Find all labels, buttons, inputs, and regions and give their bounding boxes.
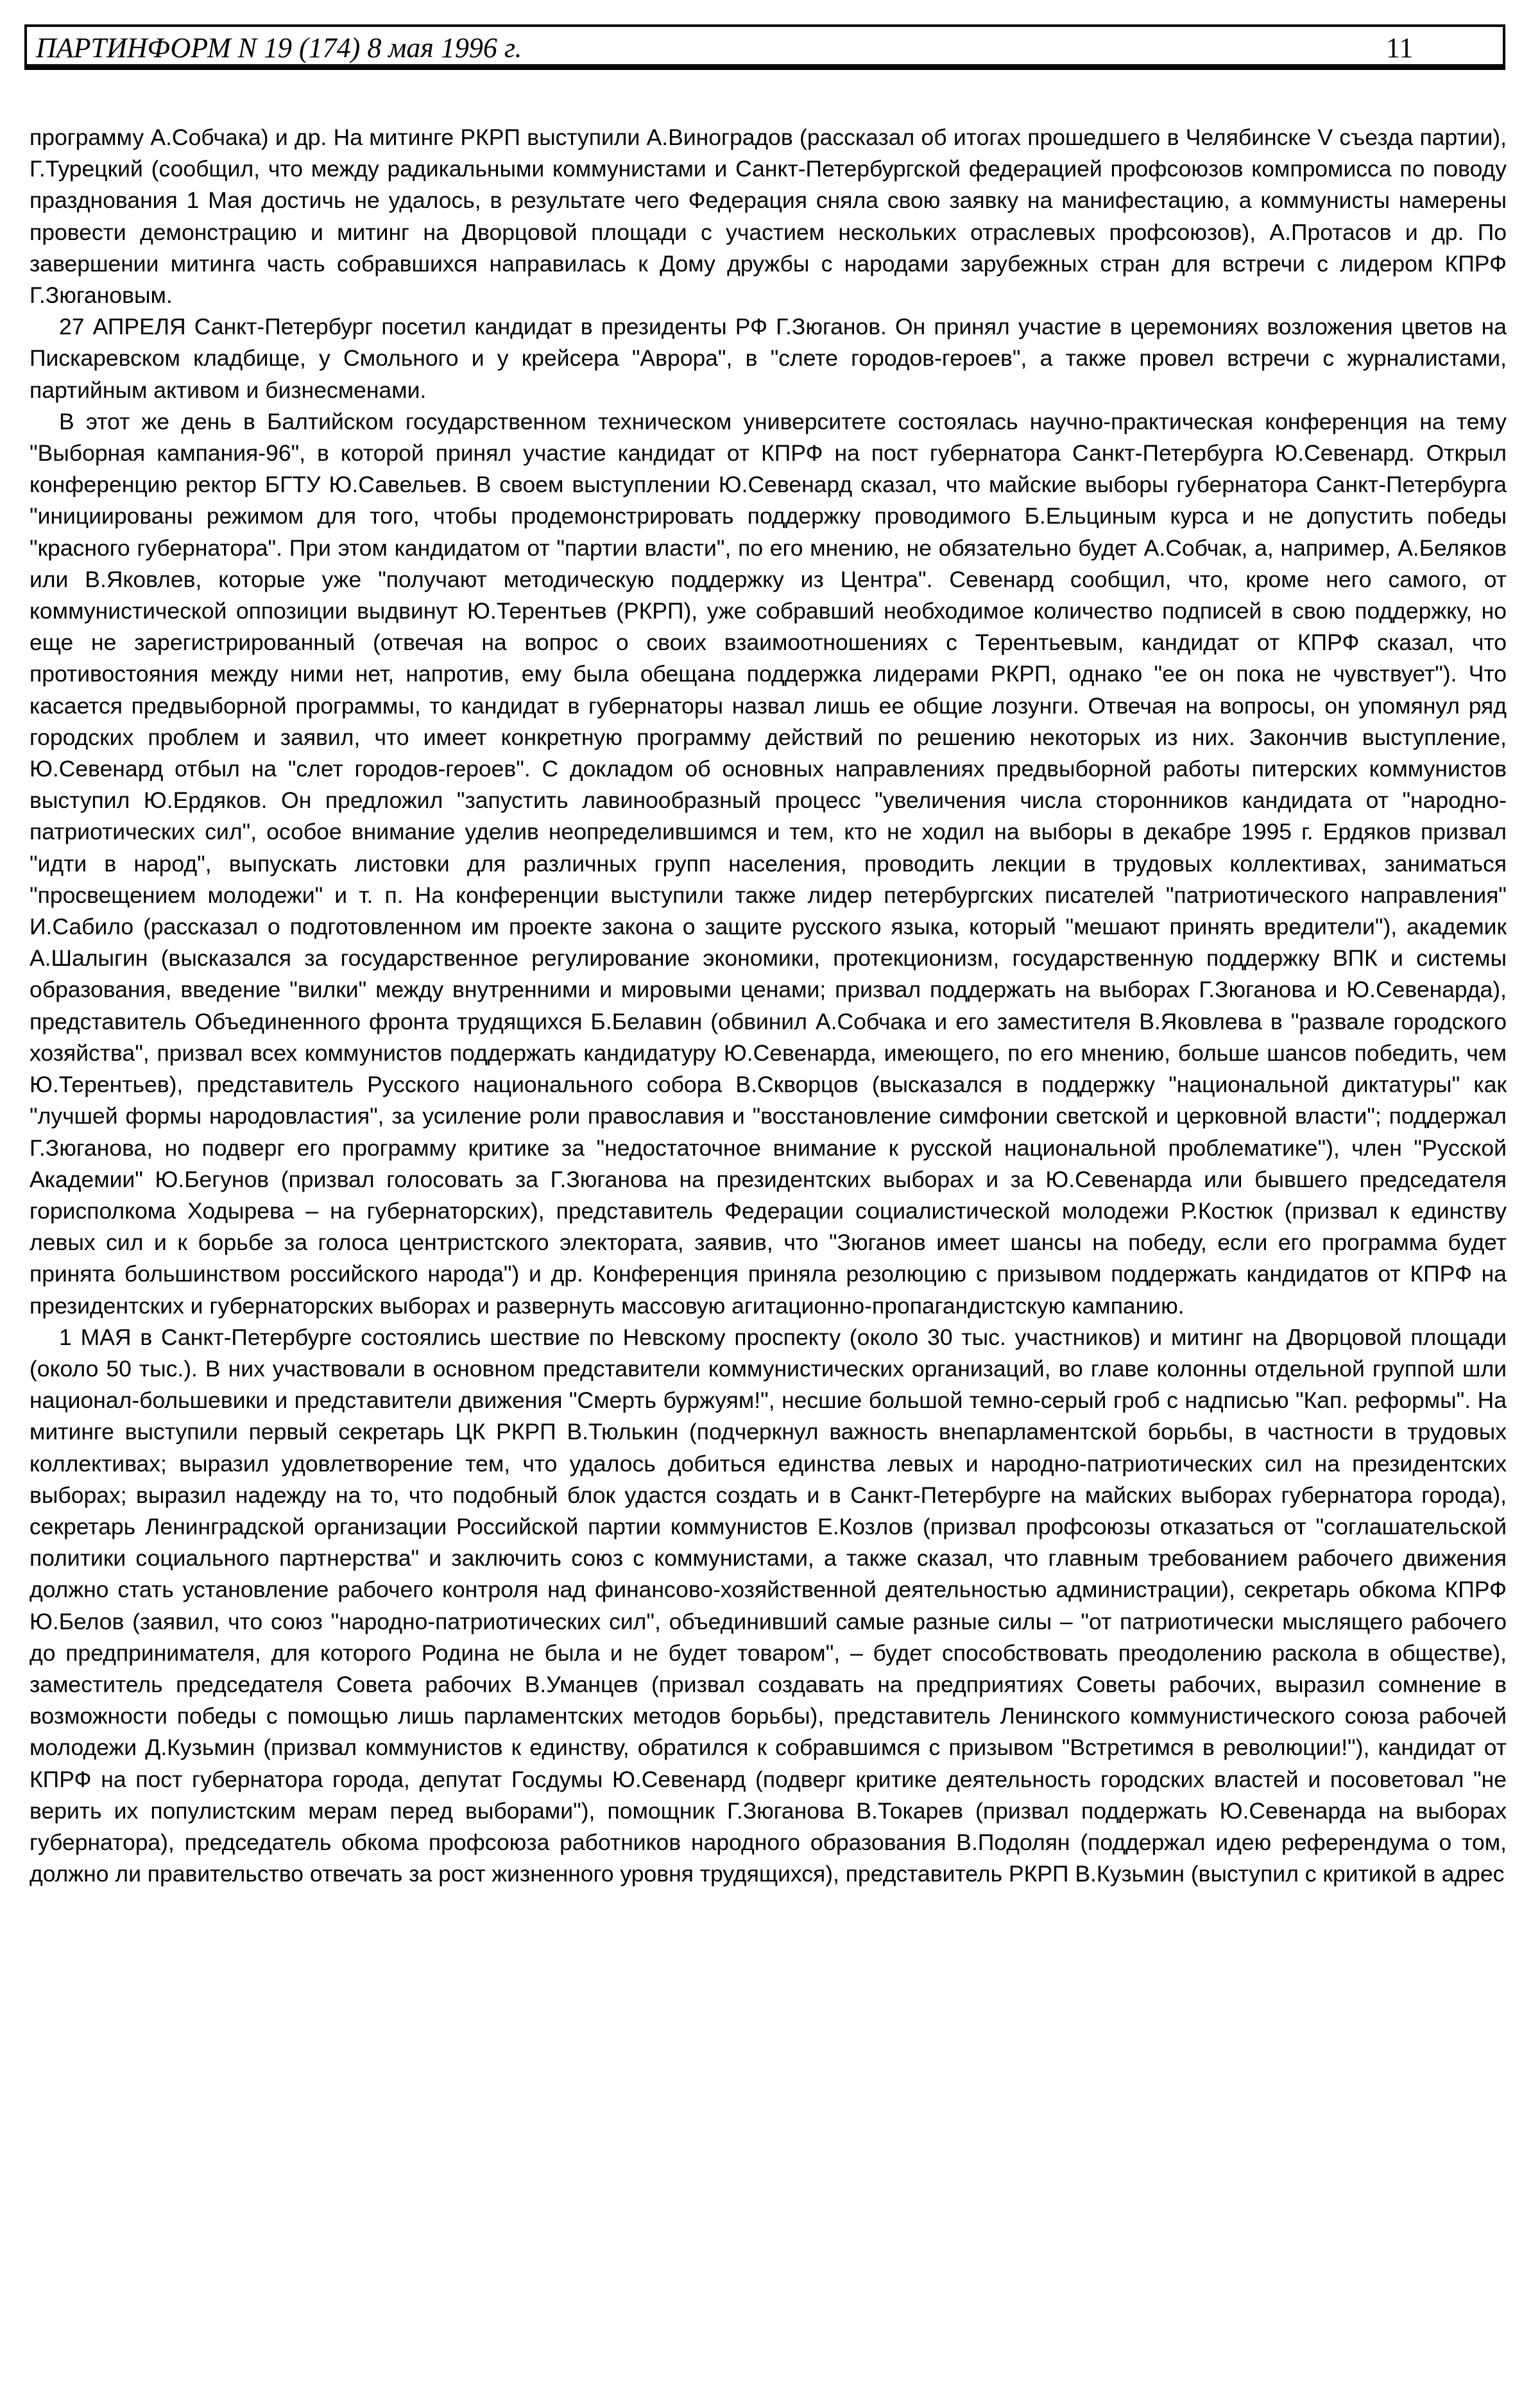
page-header <box>24 24 1505 67</box>
article-body <box>30 122 1507 1890</box>
publication-title: ПАРТИНФОРМ N 19 (174) 8 мая 1996 г. <box>36 32 522 64</box>
header-divider <box>24 67 1505 70</box>
paragraph-may-1: 1 МАЯ в Санкт-Петербурге состоялись шествие по Невскому проспекту (около 30 тыс. участников) и митинг на Дворцовой площади (около 50 тыс.). В них участвовали в основном представители коммунистических организаций, во главе колонны отдельной группой шли национал-большевики и представители движения "Смерть буржуям!", несшие большой темно-серый гроб с надписью "Кап. реформы". На митинге выступили первый секретарь ЦК РКРП В.Тюлькин (подчеркнул важность внепарламентской борьбы, в частности в трудовых коллективах; выразил удовлетворение тем, что удалось добиться единства левых и народно-патриотических сил на президентских выборах; выразил надежду на то, что подобный блок удастся создать и в Санкт-Петербурге на майских выборах губернатора города), секретарь Ленинградской организации Российской партии коммунистов Е.Козлов (призвал профсоюзы отказаться от "соглашательской политики социального партнерства" и заключить союз с коммунистами, а также сказал, что главным требованием рабочего движения должно стать установление рабочего контроля над финансово-хозяйственной деятельностью администрации), секретарь обкома КПРФ Ю.Белов (заявил, что союз "народно-патриотических сил", объединивший самые разные силы – "от патриотически мыслящего рабочего до предпринимателя, для которого Родина не была и не будет товаром", – будет способствовать преодолению раскола в обществе), заместитель председателя Совета рабочих В.Уманцев (призвал создавать на предприятиях Советы рабочих, выразил сомнение в возможности победы с помощью лишь парламентских методов борьбы), представитель Ленинского коммунистического союза рабочей молодежи Д.Кузьмин (призвал коммунистов к единству, обратился к собравшимся с призывом "Встретимся в революции!"), кандидат от КПРФ на пост губернатора города, депутат Госдумы Ю.Севенард (подверг критике деятельность городских властей и посоветовал "не верить их популистским мерам перед выборами"), помощник Г.Зюганова В.Токарев (призвал поддержать Ю.Севенарда на выборах губернатора), председатель обкома профсоюза работников народного образования В.Подолян (поддержал идею референдума о том, должно ли правительство отвечать за рост жизненного уровня трудящихся), представитель РКРП В.Кузьмин (выступил с критикой в адрес <box>30 1324 1507 1887</box>
paragraph-april-27: 27 АПРЕЛЯ Санкт-Петербург посетил кандидат в президенты РФ Г.Зюганов. Он принял участие в церемониях возложения цветов на Пискаревском кладбище, у Смольного и у крейсера "Аврора", в "слете городов-героев", а также провел встречи с журналистами, партийным активом и бизнесменами. <box>30 314 1507 403</box>
paragraph-continuation: программу А.Собчака) и др. На митинге РКРП выступили А.Виноградов (рассказал об итогах прошедшего в Челябинске V съезда партии), Г.Турецкий (сообщил, что между радикальными коммунистами и Санкт-Петербургской федерацией профсоюзов компромисса по поводу празднования 1 Мая достичь не удалось, в результате чего Федерация сняла свою заявку на манифестацию, а коммунисты намерены провести демонстрацию и митинг на Дворцовой площади с участием нескольких отраслевых профсоюзов), А.Протасов и др. По завершении митинга часть собравшихся направилась к Дому дружбы с народами зарубежных стран для встречи с лидером КПРФ Г.Зюгановым. <box>30 124 1507 309</box>
page-number: 11 <box>1386 32 1414 64</box>
paragraph-conference: В этот же день в Балтийском государственном техническом университете состоялась научно-практическая конференция на тему "Выборная кампания-96", в которой принял участие кандидат от КПРФ на пост губернатора Санкт-Петербурга Ю.Севенард. Открыл конференцию ректор БГТУ Ю.Савельев. В своем выступлении Ю.Севенард сказал, что майские выборы губернатора Санкт-Петербурга "инициированы режимом для того, чтобы продемонстрировать поддержку проводимого Б.Ельциным курса и не допустить победы "красного губернатора". При этом кандидатом от "партии власти", по его мнению, не обязательно будет А.Собчак, а, например, А.Беляков или В.Яковлев, которые уже "получают методическую поддержку из Центра". Севенард сообщил, что, кроме него самого, от коммунистической оппозиции выдвинут Ю.Терентьев (РКРП), уже собравший необходимое количество подписей в свою поддержку, но еще не зарегистрированный (отвечая на вопрос о своих взаимоотношениях с Терентьевым, кандидат от КПРФ сказал, что противостояния между ними нет, напротив, ему была обещана поддержка лидерами РКРП, однако "ее он пока не чувствует"). Что касается предвыборной программы, то кандидат в губернаторы назвал лишь ее общие лозунги. Отвечая на вопросы, он упомянул ряд городских проблем и заявил, что имеет конкретную программу действий по решению некоторых из них. Закончив выступление, Ю.Севенард отбыл на "слет городов-героев". С докладом об основных направлениях предвыборной работы питерских коммунистов выступил Ю.Ердяков. Он предложил "запустить лавинообразный процесс "увеличения числа сторонников кандидата от "народно-патриотических сил", особое внимание уделив неопределившимся и тем, кто не ходил на выборы в декабре 1995 г. Ердяков призвал "идти в народ", выпускать листовки для различных групп населения, проводить лекции в трудовых коллективах, заниматься "просвещением молодежи" и т. п. На конференции выступили также лидер петербургских писателей "патриотического направления" И.Сабило (рассказал о подготовленном им проекте закона о защите русского языка, который "мешают принять вредители"), академик А.Шалыгин (высказался за государственное регулирование экономики, протекционизм, государственную поддержку ВПК и системы образования, введение "вилки" между внутренними и мировыми ценами; призвал поддержать на выборах Г.Зюганова и Ю.Севенарда), представитель Объединенного фронта трудящихся Б.Белавин (обвинил А.Собчака и его заместителя В.Яковлева в "развале городского хозяйства", призвал всех коммунистов поддержать кандидатуру Ю.Севенарда, имеющего, по его мнению, больше шансов победить, чем Ю.Терентьев), представитель Русского национального собора В.Скворцов (высказался в поддержку "национальной диктатуры" как "лучшей формы народовластия", за усиление роли православия и "восстановление симфонии светской и церковной власти"; поддержал Г.Зюганова, но подверг его программу критике за "недостаточное внимание к русской национальной проблематике"), член "Русской Академии" Ю.Бегунов (призвал голосовать за Г.Зюганова на президентских выборах и за Ю.Севенарда или бывшего председателя горисполкома Ходырева – на губернаторских), представитель Федерации социалистической молодежи Р.Костюк (призвал к единству левых сил и к борьбе за голоса центристского электората, заявив, что "Зюганов имеет шансы на победу, если его программа будет принята большинством российского народа") и др. Конференция приняла резолюцию с призывом поддержать кандидатов от КПРФ на президентских и губернаторских выборах и развернуть массовую агитационно-пропагандистскую кампанию. <box>30 408 1507 1319</box>
